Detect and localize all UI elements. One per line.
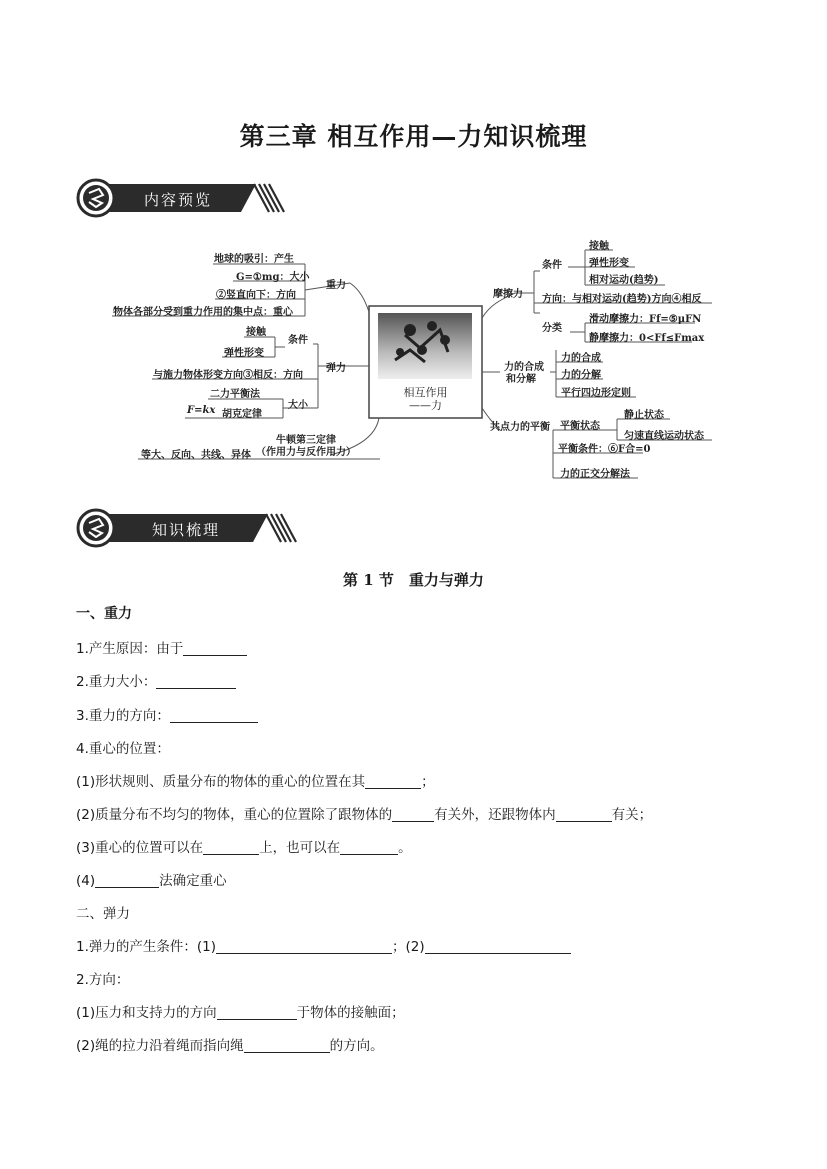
answer-blank[interactable]: [170, 708, 258, 723]
banner-review: [76, 508, 298, 548]
answer-blank[interactable]: [556, 807, 612, 822]
question-g4: 4.重心的位置：: [76, 741, 170, 757]
elastic-cond-label: 条件: [288, 335, 308, 346]
q-text: 1.弹力的产生条件：(1): [76, 939, 217, 955]
q-text: 于物体的接触面；: [296, 1005, 405, 1021]
question-g2: [76, 670, 236, 690]
answer-blank[interactable]: [95, 873, 159, 888]
q-text: 3.重力的方向：: [76, 708, 170, 724]
heading-gravity: 一、重力: [76, 606, 132, 622]
elastic-cond-2: 弹性形变: [224, 348, 264, 359]
q-text: 1.产生原因：由于: [76, 641, 184, 657]
q-text: 。: [398, 840, 412, 856]
composition-item-3: 平行四边形定则: [561, 388, 631, 399]
question-e3: [76, 1001, 405, 1021]
page-title: 第三章 相互作用—力知识梳理: [239, 122, 588, 151]
question-g3: [76, 704, 258, 724]
friction-class-1: 滑动摩擦力：Ff=⑤μFN: [589, 314, 702, 325]
answer-blank[interactable]: [203, 840, 259, 855]
answer-blank[interactable]: [425, 939, 571, 954]
answer-blank[interactable]: [365, 774, 421, 789]
newton-label-2: （作用力与反作用力）: [256, 447, 356, 458]
q-text: ；(2): [392, 939, 425, 955]
answer-blank[interactable]: [244, 1038, 330, 1053]
q-text: 的方向。: [329, 1038, 384, 1054]
question-g7: [76, 836, 412, 856]
friction-label: 摩擦力: [493, 289, 523, 300]
friction-class-label: 分类: [542, 323, 562, 334]
elastic-label: 弹力: [326, 363, 346, 374]
q-text: (1)压力和支持力的方向: [76, 1005, 217, 1021]
answer-blank[interactable]: [183, 641, 247, 656]
friction-direction: 方向：与相对运动(趋势)方向④相反: [542, 294, 702, 305]
composition-item-2: 力的分解: [561, 370, 601, 381]
equilibrium-condition: 平衡条件：⑥F合=0: [558, 444, 651, 455]
q-text: (4): [76, 873, 96, 889]
newton-label-1: 牛顿第三定律: [276, 435, 336, 446]
composition-label-1: 力的合成: [504, 362, 544, 373]
composition-item-1: 力的合成: [561, 353, 601, 364]
elastic-cond-1: 接触: [246, 327, 266, 338]
q-text: (2)绳的拉力沿着绳而指向绳: [76, 1038, 244, 1054]
q-text: 上，也可以在: [259, 840, 341, 856]
question-g6: [76, 803, 652, 823]
q-text: 2.重力大小：: [76, 674, 157, 690]
friction-cond-2: 弹性形变: [589, 258, 629, 269]
gravity-item-3: ②竖直向下：方向: [216, 290, 296, 301]
friction-cond-3: 相对运动(趋势): [589, 275, 659, 286]
elastic-mag-2: F=kx: [187, 405, 216, 416]
mind-map: [0, 0, 827, 500]
elastic-mag-label: 大小: [288, 400, 308, 411]
friction-class-2: 静摩擦力：0<Ff≤Fmax: [589, 333, 705, 344]
question-g5: [76, 770, 435, 790]
q-text: (3)重心的位置可以在: [76, 840, 204, 856]
q-text: 有关外，还跟物体内: [434, 807, 556, 823]
gravity-item-4: 物体各部分受到重力作用的集中点：重心: [113, 307, 293, 318]
equilibrium-state-2: 匀速直线运动状态: [624, 431, 704, 442]
equilibrium-state-label: 平衡状态: [560, 421, 600, 432]
friction-cond-1: 接触: [589, 241, 609, 252]
section-title: 第 1 节 重力与弹力: [343, 571, 484, 589]
heading-elastic: 二、弹力: [76, 906, 130, 922]
q-text: 有关；: [611, 807, 653, 823]
answer-blank[interactable]: [217, 1005, 297, 1020]
elastic-mag-3: 胡克定律: [222, 409, 262, 420]
q-text: 法确定重心: [159, 873, 227, 889]
q-text: (2)质量分布不均匀的物体，重心的位置除了跟物体的: [76, 807, 393, 823]
question-e4: [76, 1034, 384, 1054]
answer-blank[interactable]: [216, 939, 392, 954]
mind-map-lines: [0, 0, 827, 500]
question-e2: 2.方向：: [76, 972, 130, 988]
newton-item: 等大、反向、共线、异体: [141, 450, 251, 461]
question-e1: [76, 935, 571, 955]
gravity-item-2: G=①mg：大小: [236, 272, 310, 283]
answer-blank[interactable]: [392, 807, 434, 822]
q-text: ；: [421, 774, 435, 790]
question-g8: [76, 869, 227, 889]
question-g1: [76, 637, 247, 657]
banner-review-label: 知识梳理: [152, 521, 221, 539]
friction-cond-label: 条件: [542, 260, 562, 271]
gravity-label: 重力: [326, 280, 346, 291]
mind-map-center: 相互作用 ——力: [403, 386, 448, 412]
equilibrium-label: 共点力的平衡: [490, 422, 550, 433]
banner-preview-label: 内容预览: [144, 191, 213, 209]
composition-label-2: 和分解: [506, 374, 536, 385]
q-text: (1)形状规则、质量分布的物体的重心的位置在其: [76, 774, 366, 790]
elastic-mag-1: 二力平衡法: [210, 389, 260, 400]
equilibrium-state-1: 静止状态: [624, 410, 664, 421]
equilibrium-method: 力的正交分解法: [560, 469, 630, 480]
answer-blank[interactable]: [156, 674, 236, 689]
gravity-item-1: 地球的吸引：产生: [214, 254, 294, 265]
answer-blank[interactable]: [340, 840, 398, 855]
elastic-direction: 与施力物体形变方向③相反：方向: [153, 370, 303, 381]
